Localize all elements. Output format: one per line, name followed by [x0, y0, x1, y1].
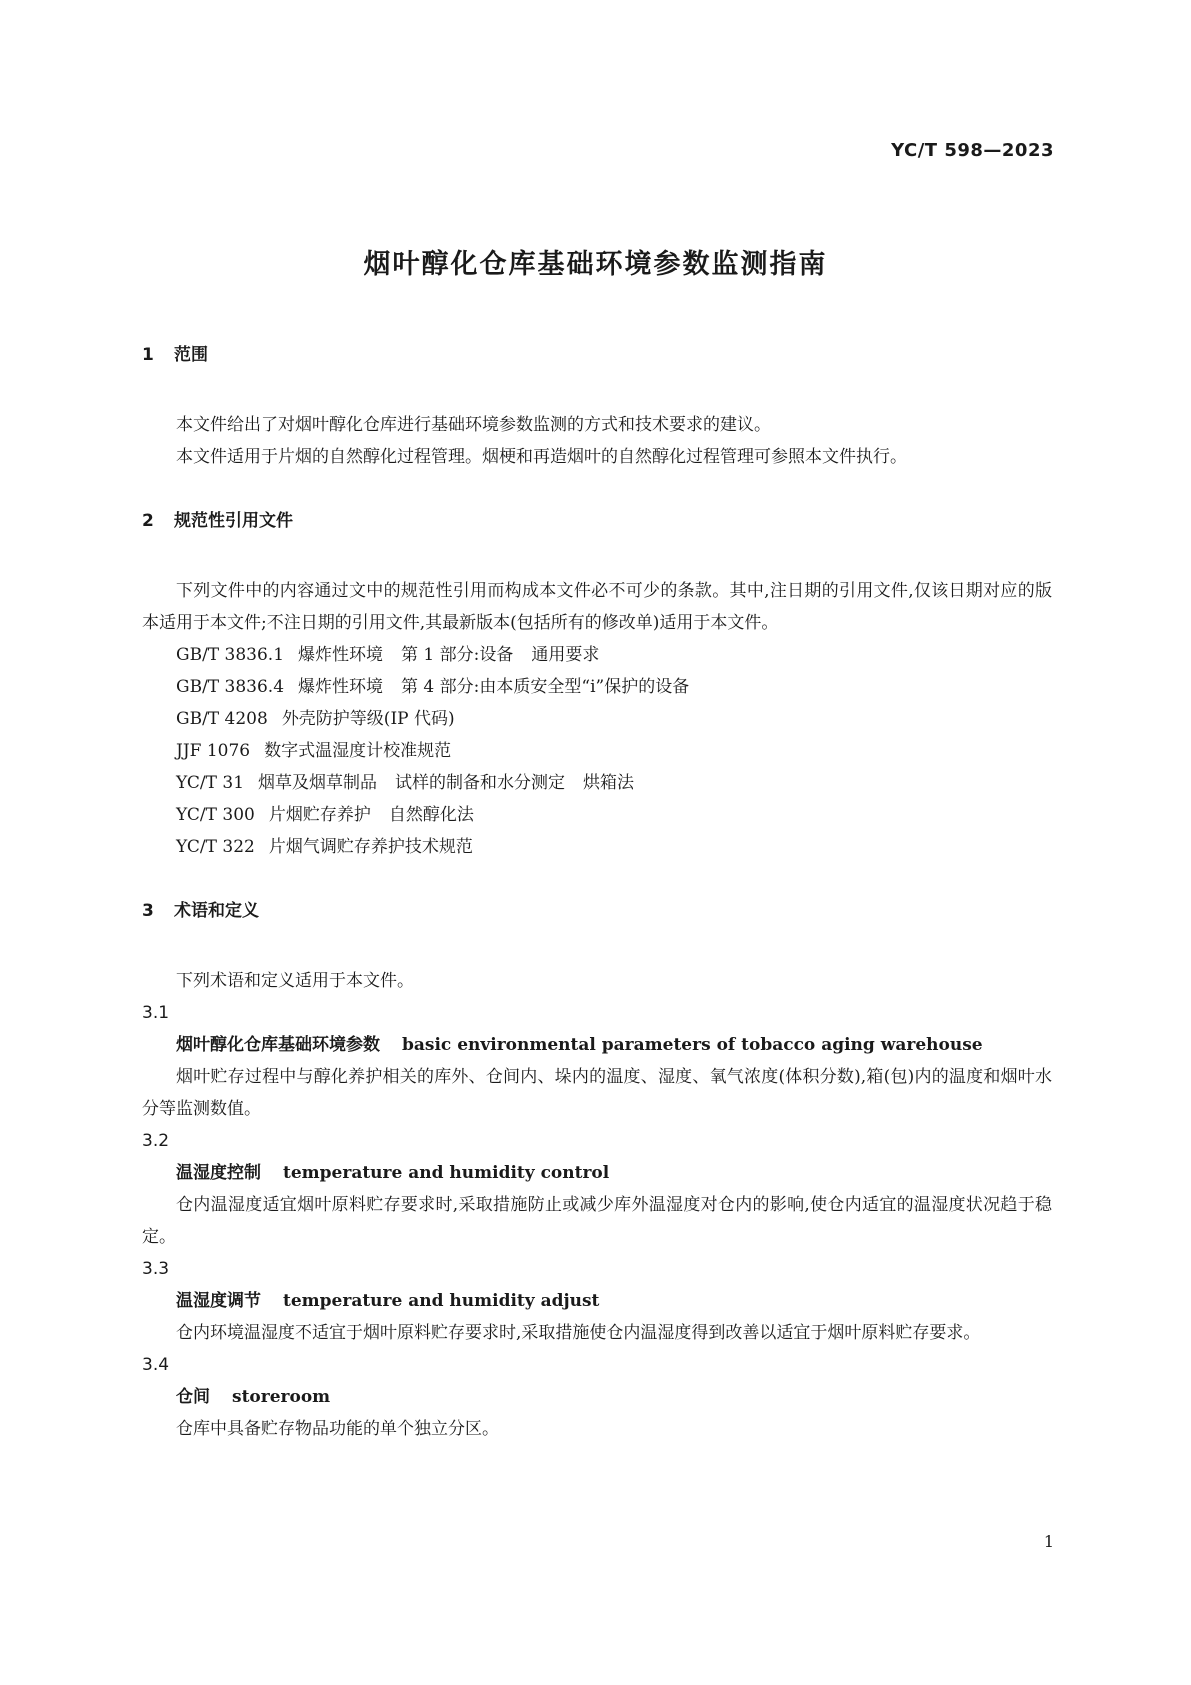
section-gap	[142, 473, 1052, 509]
term-number: 3.4	[142, 1355, 170, 1375]
reference-title: 爆炸性环境	[298, 677, 384, 697]
section-title: 规范性引用文件	[174, 511, 293, 531]
reference-item	[142, 735, 1052, 767]
document-body	[142, 343, 1052, 1445]
term-title	[142, 1157, 1052, 1189]
term-zh: 烟叶醇化仓库基础环境参数	[176, 1035, 380, 1055]
section-gap	[142, 863, 1052, 899]
reference-part: 第 4 部分:由本质安全型“i”保护的设备	[401, 677, 690, 697]
reference-code: JJF 1076	[176, 741, 251, 761]
section-title: 范围	[174, 345, 208, 365]
reference-part: 试样的制备和水分测定	[395, 773, 566, 793]
scope-paragraph-2: 本文件适用于片烟的自然醇化过程管理。烟梗和再造烟叶的自然醇化过程管理可参照本文件执行。	[176, 447, 907, 467]
term-definition: 仓内环境温湿度不适宜于烟叶原料贮存要求时,采取措施使仓内温湿度得到改善以适宜于烟叶原料贮存要求。	[176, 1323, 981, 1343]
terms-intro: 下列术语和定义适用于本文件。	[176, 971, 414, 991]
section-1-heading	[142, 343, 1052, 367]
term-zh: 温湿度调节	[176, 1291, 261, 1311]
reference-title: 数字式温湿度计校准规范	[264, 741, 452, 761]
references-intro: 下列文件中的内容通过文中的规范性引用而构成本文件必不可少的条款。其中,注日期的引用文件,仅该日期对应的版本适用于本文件;不注日期的引用文件,其最新版本(包括所有的修改单)适用于本文件。	[142, 581, 1052, 633]
document-title: 烟叶醇化仓库基础环境参数监测指南	[363, 249, 828, 280]
term-definition: 烟叶贮存过程中与醇化养护相关的库外、仓间内、垛内的温度、湿度、氧气浓度(体积分数),箱(包)内的温度和烟叶水分等监测数值。	[142, 1067, 1052, 1119]
standard-code: YC/T 598—2023	[891, 140, 1054, 161]
term-en: basic environmental parameters of tobacco aging warehouse	[402, 1035, 983, 1055]
reference-code: GB/T 3836.4	[176, 677, 285, 697]
reference-code: YC/T 322	[176, 837, 255, 857]
reference-item	[142, 767, 1052, 799]
section-title: 术语和定义	[174, 901, 259, 921]
term-title	[142, 1285, 1052, 1317]
term-title	[142, 1029, 1052, 1061]
reference-item	[142, 671, 1052, 703]
reference-code: YC/T 31	[176, 773, 245, 793]
term-zh: 仓间	[176, 1387, 210, 1407]
reference-title: 外壳防护等级(IP 代码)	[281, 709, 455, 729]
reference-sub: 通用要求	[531, 645, 600, 665]
term-en: storeroom	[232, 1387, 331, 1407]
reference-code: GB/T 4208	[176, 709, 268, 729]
reference-title: 爆炸性环境	[298, 645, 384, 665]
term-number: 3.2	[142, 1131, 170, 1151]
section-number: 1	[142, 345, 154, 365]
term-definition: 仓库中具备贮存物品功能的单个独立分区。	[176, 1419, 499, 1439]
page-number: 1	[1043, 1532, 1054, 1551]
scope-paragraph-1: 本文件给出了对烟叶醇化仓库进行基础环境参数监测的方式和技术要求的建议。	[176, 415, 771, 435]
reference-code: GB/T 3836.1	[176, 645, 285, 665]
term-number: 3.1	[142, 1003, 170, 1023]
reference-item	[142, 799, 1052, 831]
term-title	[142, 1381, 1052, 1413]
term-definition: 仓内温湿度适宜烟叶原料贮存要求时,采取措施防止或减少库外温湿度对仓内的影响,使仓内适宜的温湿度状况趋于稳定。	[142, 1195, 1052, 1247]
term-zh: 温湿度控制	[176, 1163, 261, 1183]
section-number: 2	[142, 511, 154, 531]
reference-part: 自然醇化法	[388, 805, 474, 825]
section-3-heading	[142, 899, 1052, 923]
reference-sub: 烘箱法	[583, 773, 635, 793]
reference-item	[142, 831, 1052, 863]
section-number: 3	[142, 901, 154, 921]
reference-part: 第 1 部分:设备	[401, 645, 514, 665]
reference-title: 片烟气调贮存养护技术规范	[268, 837, 473, 857]
section-2-heading	[142, 509, 1052, 533]
term-number: 3.3	[142, 1259, 170, 1279]
reference-code: YC/T 300	[176, 805, 255, 825]
reference-title: 片烟贮存养护	[268, 805, 371, 825]
term-en: temperature and humidity adjust	[283, 1291, 600, 1311]
reference-item	[142, 703, 1052, 735]
reference-title: 烟草及烟草制品	[258, 773, 378, 793]
term-en: temperature and humidity control	[283, 1163, 610, 1183]
reference-item	[142, 639, 1052, 671]
